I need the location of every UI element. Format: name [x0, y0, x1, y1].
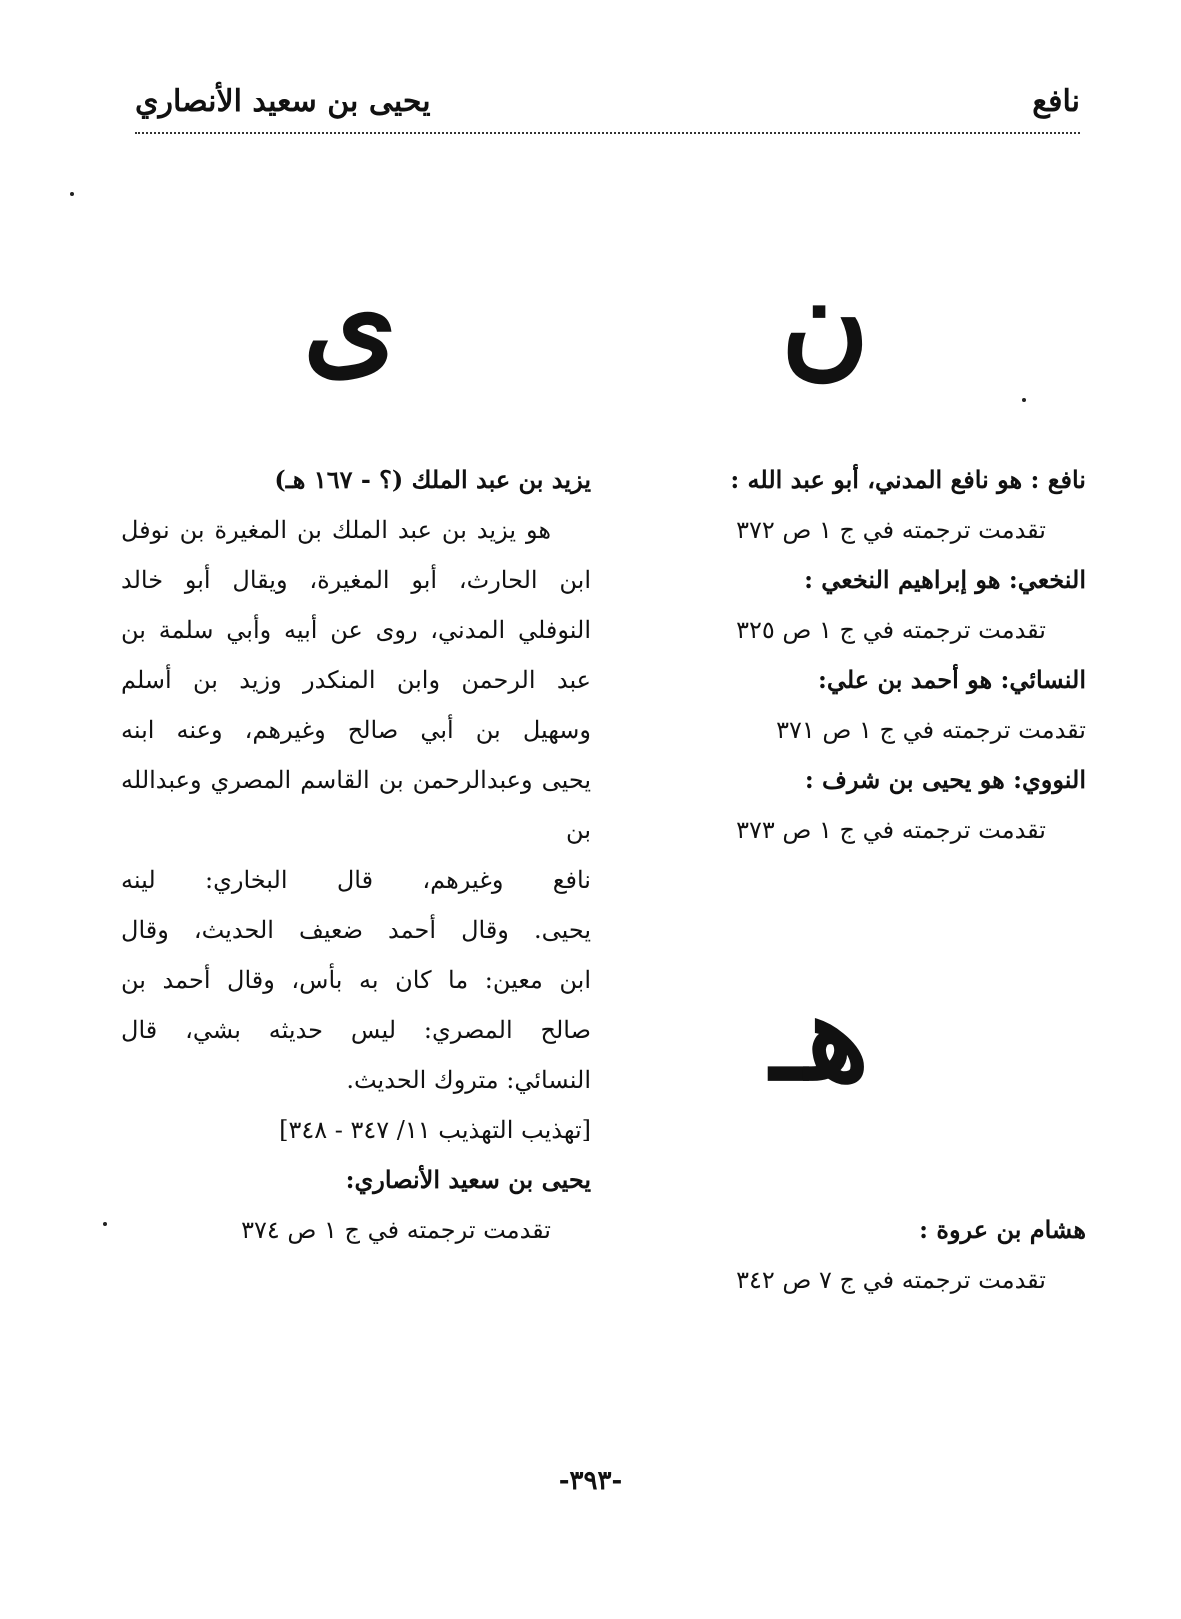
- text-line: ابن الحارث، أبو المغيرة، ويقال أبو خالد: [121, 566, 591, 594]
- text-line: ابن معين: ما كان به بأس، وقال أحمد بن: [121, 966, 591, 994]
- text-line: تقدمت ترجمته في ج ١ ص ٣٢٥: [736, 616, 1046, 644]
- text-line: تقدمت ترجمته في ج ١ ص ٣٧٢: [736, 516, 1046, 544]
- text-line: النسائي: هو أحمد بن علي:: [817, 665, 1086, 694]
- text-line: النوفلي المدني، روى عن أبيه وأبي سلمة بن: [121, 616, 591, 644]
- text-line: يحيى. وقال أحمد ضعيف الحديث، وقال: [121, 916, 591, 944]
- text-line: صالح المصري: ليس حديثه بشي، قال: [121, 1016, 591, 1044]
- section-letter-noon: ن: [780, 251, 870, 392]
- section-letter-yaa: ى: [303, 251, 397, 392]
- page-number: -٣٩٣-: [558, 1466, 623, 1496]
- header-right-title: نافع: [1032, 84, 1080, 119]
- text-line: يزيد بن عبد الملك (؟ - ١٦٧ هـ): [274, 465, 591, 494]
- text-line: النخعي: هو إبراهيم النخعي :: [804, 565, 1086, 594]
- text-line: يحيى بن سعيد الأنصاري:: [345, 1165, 591, 1194]
- text-line: تقدمت ترجمته في ج ١ ص ٣٧١: [776, 716, 1086, 744]
- text-line: [تهذيب التهذيب ١١/ ٣٤٧ - ٣٤٨]: [279, 1116, 591, 1144]
- text-line: تقدمت ترجمته في ج ٧ ص ٣٤٢: [736, 1266, 1046, 1294]
- text-line: عبد الرحمن وابن المنكدر وزيد بن أسلم: [121, 666, 591, 694]
- text-line: هشام بن عروة :: [919, 1215, 1086, 1244]
- text-line: هو يزيد بن عبد الملك بن المغيرة بن نوفل: [121, 516, 551, 544]
- running-header: [135, 82, 1080, 134]
- text-line: وسهيل بن أبي صالح وغيرهم، وعنه ابنه: [121, 716, 591, 744]
- text-line: تقدمت ترجمته في ج ١ ص ٣٧٣: [736, 816, 1046, 844]
- section-letter-haa: هـ: [770, 967, 870, 1108]
- header-left-title: يحيى بن سعيد الأنصاري: [135, 84, 431, 119]
- text-line: يحيى وعبدالرحمن بن القاسم المصري وعبدالله بن: [121, 766, 591, 844]
- text-line: تقدمت ترجمته في ج ١ ص ٣٧٤: [241, 1216, 551, 1244]
- speck: [1022, 398, 1026, 402]
- text-line: النسائي: متروك الحديث.: [346, 1066, 591, 1094]
- speck: [70, 192, 74, 196]
- right-column-entries: [666, 455, 1086, 855]
- left-column-entries: [121, 455, 591, 1255]
- speck: [103, 1222, 107, 1226]
- right-column-haa-entries: [666, 1205, 1086, 1305]
- text-line: نافع : هو نافع المدني، أبو عبد الله :: [730, 465, 1086, 494]
- text-line: النووي: هو يحيى بن شرف :: [804, 765, 1086, 794]
- text-line: نافع وغيرهم، قال البخاري: لينه: [121, 866, 591, 894]
